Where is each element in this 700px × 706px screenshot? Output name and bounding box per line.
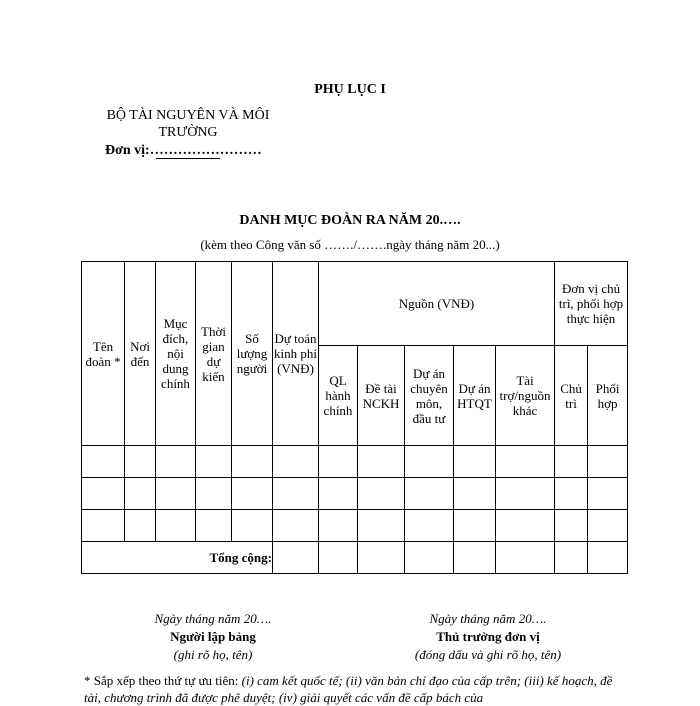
table-cell[interactable] bbox=[496, 478, 555, 510]
table-cell[interactable] bbox=[405, 510, 454, 542]
ministry-name-line2: TRƯỜNG bbox=[158, 125, 218, 140]
table-cell[interactable] bbox=[454, 446, 496, 478]
table-cell[interactable] bbox=[156, 446, 196, 478]
ministry-name-line1: BỘ TÀI NGUYÊN VÀ MÔI bbox=[106, 108, 270, 123]
col-header-source-project: Dự án chuyên môn, đầu tư bbox=[405, 346, 454, 446]
signature-right bbox=[363, 610, 613, 664]
table-cell[interactable] bbox=[82, 510, 125, 542]
table-cell[interactable] bbox=[405, 446, 454, 478]
col-header-unit-group: Đơn vị chủ trì, phối hợp thực hiện bbox=[555, 262, 628, 346]
total-label: Tổng cộng: bbox=[82, 542, 273, 574]
table-cell[interactable] bbox=[125, 446, 156, 478]
table-row bbox=[82, 478, 628, 510]
table-cell[interactable] bbox=[156, 510, 196, 542]
ministry-name bbox=[96, 107, 280, 141]
document-subtitle: (kèm theo Công văn số ……./…….ngày tháng năm 20...) bbox=[200, 237, 500, 252]
header-row-1 bbox=[82, 262, 628, 346]
table-cell[interactable] bbox=[196, 478, 232, 510]
table-cell[interactable] bbox=[555, 446, 588, 478]
footnote-text: (i) cam kết quốc tế; (ii) văn bản chỉ đạo của cấp trên; (iii) kế hoạch, đề tài, chương trình đã được phê duyệt; (iv) giải quyết các vấn đề cấp bách của bbox=[84, 673, 613, 705]
unit-label: Đơn vị:…………………… bbox=[105, 143, 262, 158]
table-cell[interactable] bbox=[125, 478, 156, 510]
col-header-source-other: Tài trợ/nguồn khác bbox=[496, 346, 555, 446]
table-cell[interactable] bbox=[588, 478, 628, 510]
table-cell[interactable] bbox=[454, 478, 496, 510]
table-cell[interactable] bbox=[555, 478, 588, 510]
table-cell[interactable] bbox=[496, 510, 555, 542]
table-cell[interactable] bbox=[588, 542, 628, 574]
table-cell[interactable] bbox=[232, 478, 273, 510]
signature-left bbox=[88, 610, 338, 664]
table-cell[interactable] bbox=[358, 542, 405, 574]
total-row bbox=[82, 542, 628, 574]
document-title: DANH MỤC ĐOÀN RA NĂM 20.…. bbox=[239, 213, 461, 228]
col-header-unit-partner: Phối hợp bbox=[588, 346, 628, 446]
table-cell[interactable] bbox=[555, 510, 588, 542]
col-header-source-research: Đề tài NCKH bbox=[358, 346, 405, 446]
table-cell[interactable] bbox=[319, 542, 358, 574]
signature-right-note: (đóng dấu và ghi rõ họ, tên) bbox=[414, 647, 562, 662]
table-cell[interactable] bbox=[232, 510, 273, 542]
signature-left-date: Ngày tháng năm 20…. bbox=[154, 611, 272, 626]
table-cell[interactable] bbox=[358, 446, 405, 478]
col-header-source-group: Nguồn (VNĐ) bbox=[319, 262, 555, 346]
col-header-unit-lead: Chủ trì bbox=[555, 346, 588, 446]
table-cell[interactable] bbox=[555, 542, 588, 574]
table-cell[interactable] bbox=[82, 478, 125, 510]
table-cell[interactable] bbox=[496, 446, 555, 478]
signature-left-note: (ghi rõ họ, tên) bbox=[173, 647, 253, 662]
table-cell[interactable] bbox=[496, 542, 555, 574]
table-cell[interactable] bbox=[405, 478, 454, 510]
col-header-budget: Dự toán kinh phí (VNĐ) bbox=[273, 262, 319, 446]
table-cell[interactable] bbox=[358, 510, 405, 542]
signature-right-role: Thủ trưởng đơn vị bbox=[436, 629, 540, 644]
table-cell[interactable] bbox=[196, 446, 232, 478]
signature-left-role: Người lập bảng bbox=[170, 629, 256, 644]
table-cell[interactable] bbox=[196, 510, 232, 542]
col-header-source-intl: Dự án HTQT bbox=[454, 346, 496, 446]
table-row bbox=[82, 510, 628, 542]
table-cell[interactable] bbox=[588, 510, 628, 542]
table-cell[interactable] bbox=[454, 510, 496, 542]
table-cell[interactable] bbox=[319, 510, 358, 542]
table-cell[interactable] bbox=[125, 510, 156, 542]
table-row bbox=[82, 446, 628, 478]
table-cell[interactable] bbox=[405, 542, 454, 574]
table-cell[interactable] bbox=[82, 446, 125, 478]
col-header-destination: Nơi đến bbox=[125, 262, 156, 446]
col-header-purpose: Mục đích, nội dung chính bbox=[156, 262, 196, 446]
table-cell[interactable] bbox=[319, 478, 358, 510]
signature-right-date: Ngày tháng năm 20…. bbox=[429, 611, 547, 626]
delegation-table bbox=[81, 261, 628, 574]
col-header-source-admin: QL hành chính bbox=[319, 346, 358, 446]
table-cell[interactable] bbox=[273, 478, 319, 510]
footnote-marker: * Sắp xếp theo thứ tự ưu tiên: bbox=[84, 673, 242, 688]
col-header-headcount: Số lượng người bbox=[232, 262, 273, 446]
footnote bbox=[84, 672, 624, 706]
table-cell[interactable] bbox=[273, 446, 319, 478]
header-divider bbox=[156, 158, 220, 159]
table-cell[interactable] bbox=[319, 446, 358, 478]
appendix-title: PHỤ LỤC I bbox=[314, 82, 386, 97]
table-cell[interactable] bbox=[156, 478, 196, 510]
table-cell[interactable] bbox=[588, 446, 628, 478]
table-cell[interactable] bbox=[273, 542, 319, 574]
col-header-duration: Thời gian dự kiến bbox=[196, 262, 232, 446]
table-cell[interactable] bbox=[273, 510, 319, 542]
table-cell[interactable] bbox=[232, 446, 273, 478]
table-cell[interactable] bbox=[358, 478, 405, 510]
table-cell[interactable] bbox=[454, 542, 496, 574]
col-header-team-name: Tên đoàn * bbox=[82, 262, 125, 446]
